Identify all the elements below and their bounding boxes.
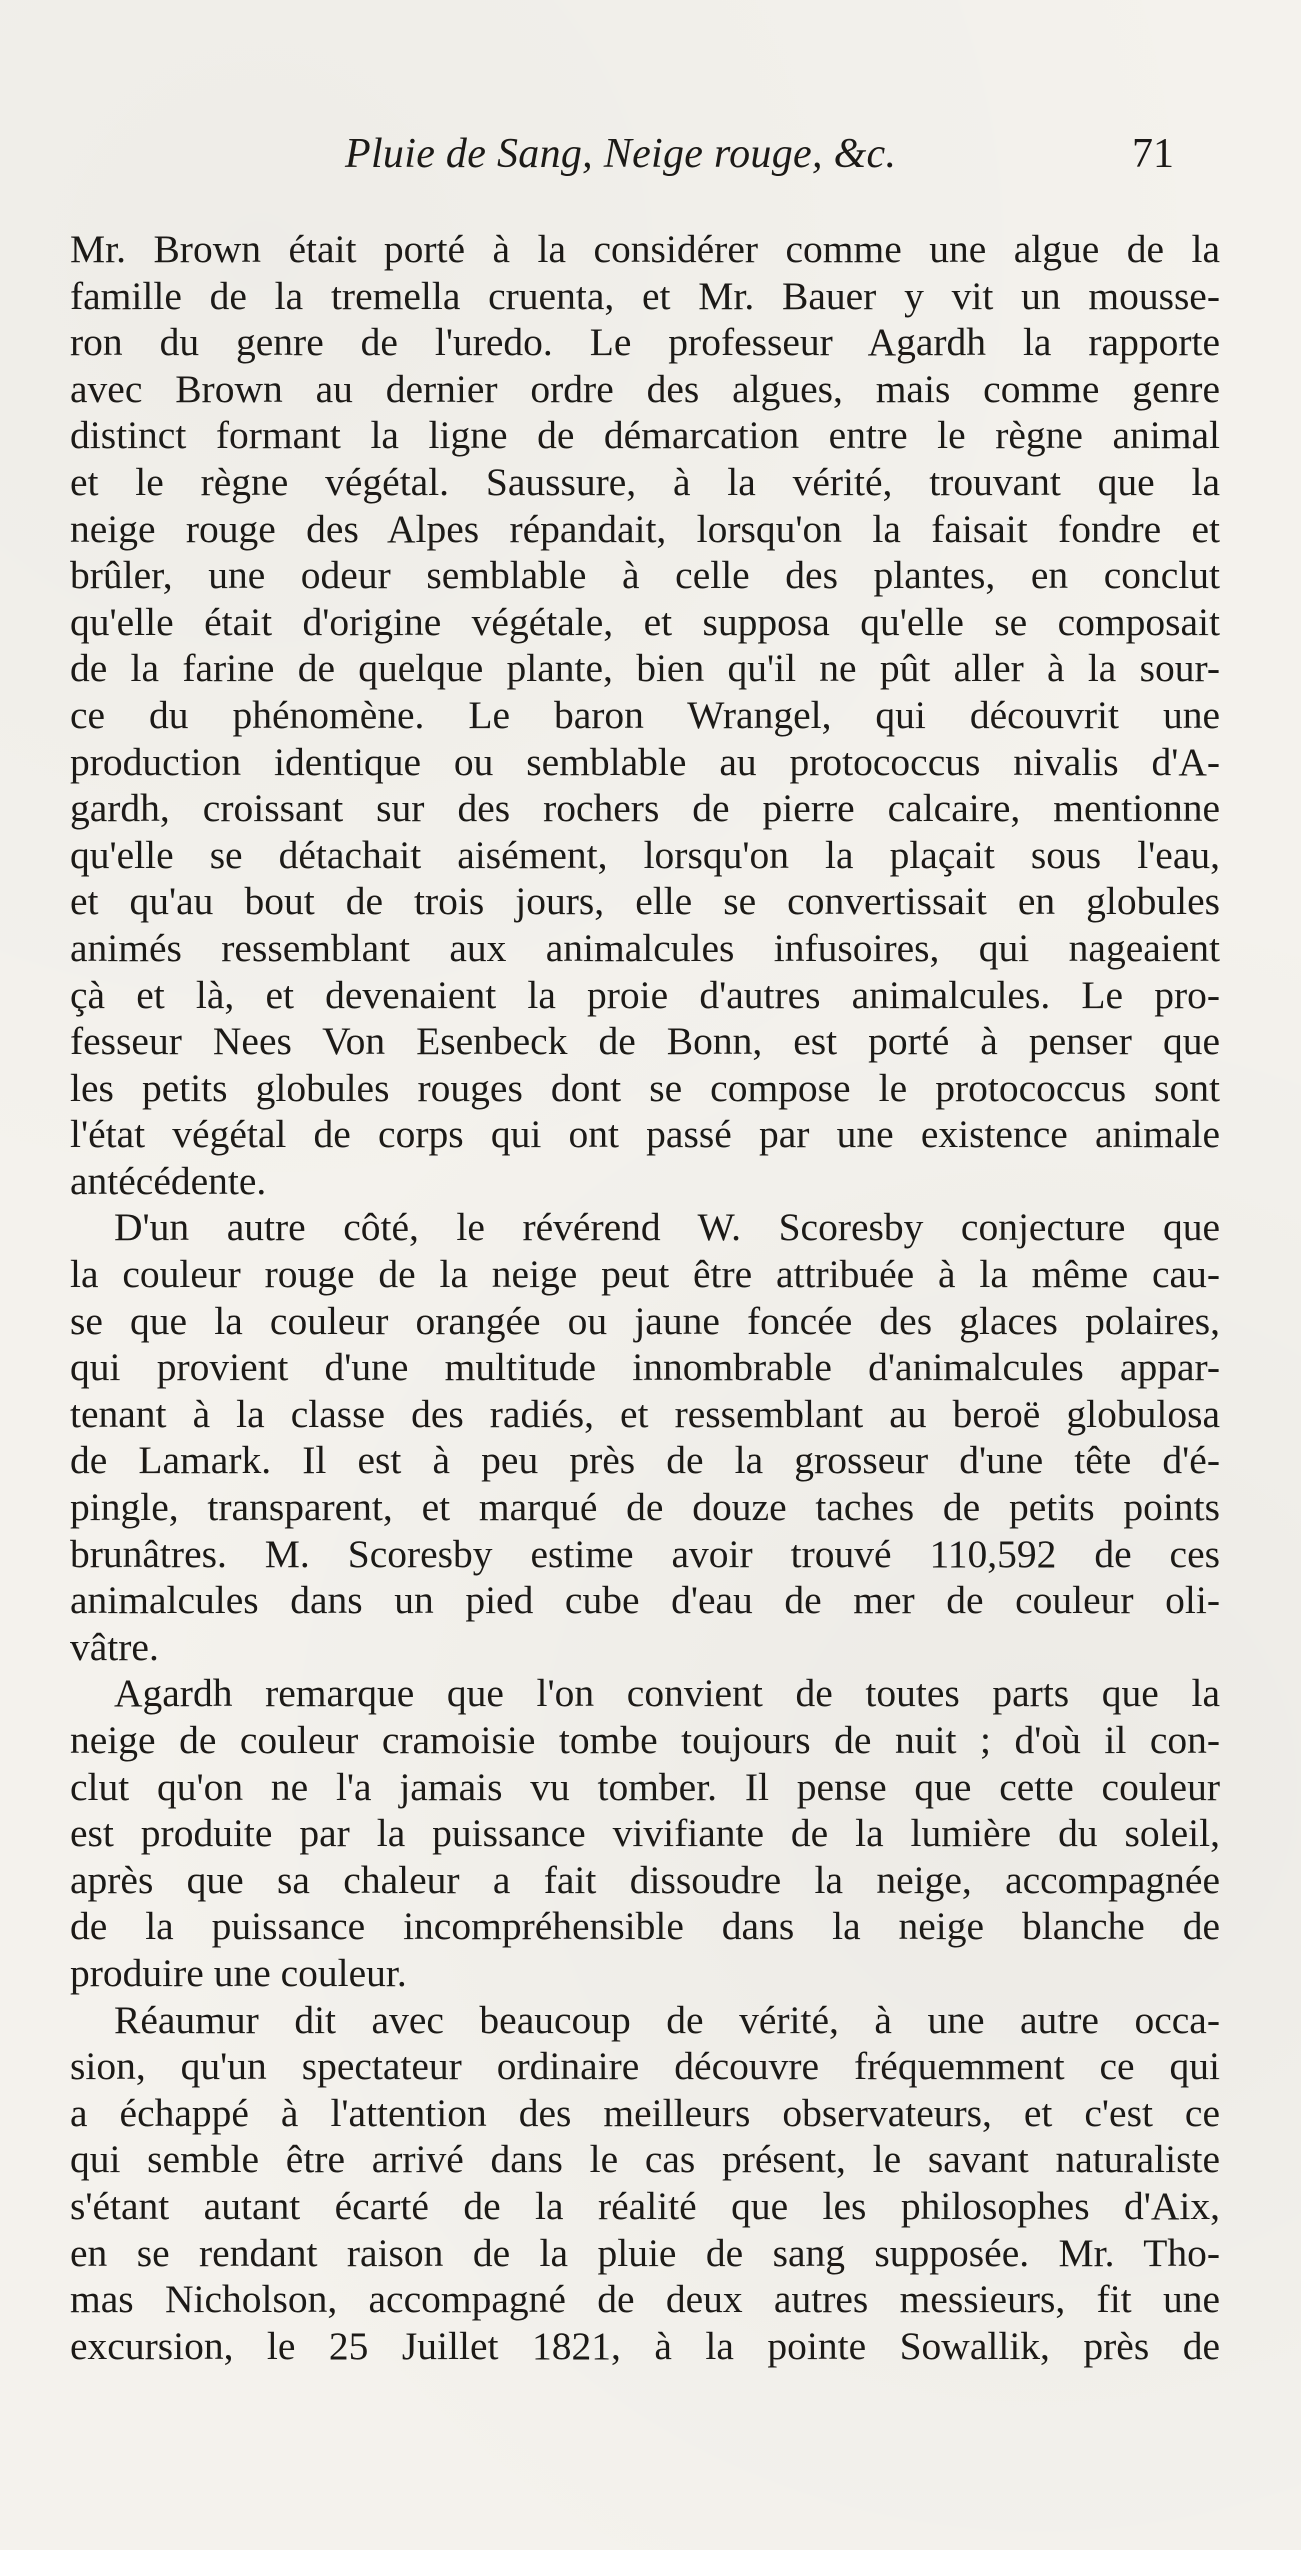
text-line: la couleur rouge de la neige peut être attribuée à la même cau- (70, 1252, 1220, 1297)
text-line: de Lamark. Il est à peu près de la grosseur d'une tête d'é- (70, 1438, 1220, 1483)
text-line: et le règne végétal. Saussure, à la vérité, trouvant que la (70, 459, 1220, 504)
text-line: de la puissance incompréhensible dans la neige blanche de (70, 1904, 1220, 1949)
text-line: et qu'au bout de trois jours, elle se convertissait en globules (70, 879, 1220, 924)
paragraph (70, 1670, 1220, 1996)
page-header (0, 130, 1301, 190)
text-line: qu'elle se détachait aisément, lorsqu'on la plaçait sous l'eau, (70, 832, 1220, 877)
paragraph (70, 226, 1220, 1204)
text-line: Réaumur dit avec beaucoup de vérité, à une autre occa- (114, 1997, 1220, 2042)
text-line: est produite par la puissance vivifiante de la lumière du soleil, (70, 1811, 1220, 1856)
text-line: Mr. Brown était porté à la considérer comme une algue de la (70, 227, 1220, 271)
paragraph (70, 1997, 1220, 2370)
text-line: clut qu'on ne l'a jamais vu tomber. Il pense que cette couleur (70, 1764, 1220, 1809)
text-line: brûler, une odeur semblable à celle des plantes, en conclut (70, 553, 1220, 598)
text-line: qu'elle était d'origine végétale, et supposa qu'elle se composait (70, 599, 1220, 644)
text-line: brunâtres. M. Scoresby estime avoir trouvé 110,592 de ces (70, 1531, 1220, 1576)
paragraph (70, 1204, 1220, 1670)
text-line: çà et là, et devenaient la proie d'autres animalcules. Le pro- (70, 972, 1220, 1017)
text-line: qui semble être arrivé dans le cas présent, le savant naturaliste (70, 2137, 1220, 2182)
text-line: en se rendant raison de la pluie de sang supposée. Mr. Tho- (70, 2230, 1220, 2275)
body-text (70, 226, 1220, 2369)
page-number: 71 (1132, 131, 1174, 177)
text-line: avec Brown au dernier ordre des algues, mais comme genre (70, 366, 1220, 411)
text-line: distinct formant la ligne de démarcation entre le règne animal (70, 413, 1220, 458)
text-line: Agardh remarque que l'on convient de toutes parts que la (114, 1671, 1220, 1716)
text-line: mas Nicholson, accompagné de deux autres messieurs, fit une (70, 2277, 1220, 2322)
text-line: pingle, transparent, et marqué de douze taches de petits points (70, 1485, 1220, 1530)
text-line: les petits globules rouges dont se compose le protococcus sont (70, 1065, 1220, 1110)
running-title: Pluie de Sang, Neige rouge, &c. (345, 131, 897, 177)
text-line: après que sa chaleur a fait dissoudre la neige, accompagnée (70, 1857, 1220, 1902)
text-line: ron du genre de l'uredo. Le professeur Agardh la rapporte (70, 320, 1220, 365)
text-line: tenant à la classe des radiés, et ressemblant au beroë globulosa (70, 1391, 1220, 1436)
text-line: produire une couleur. (70, 1950, 407, 1995)
text-line: qui provient d'une multitude innombrable d'animalcules appar- (70, 1345, 1220, 1390)
text-line: antécédente. (70, 1158, 267, 1203)
text-line: neige de couleur cramoisie tombe toujours de nuit ; d'où il con- (70, 1718, 1220, 1762)
text-line: ce du phénomène. Le baron Wrangel, qui découvrit une (70, 692, 1220, 737)
text-line: D'un autre côté, le révérend W. Scoresby conjecture que (114, 1205, 1220, 1250)
text-line: animés ressemblant aux animalcules infusoires, qui nageaient (70, 925, 1220, 970)
text-line: production identique ou semblable au protococcus nivalis d'A- (70, 739, 1220, 784)
text-line: gardh, croissant sur des rochers de pierre calcaire, mentionne (70, 786, 1220, 831)
text-line: a échappé à l'attention des meilleurs observateurs, et c'est ce (70, 2090, 1220, 2135)
text-line: vâtre. (70, 1624, 159, 1669)
text-line: s'étant autant écarté de la réalité que les philosophes d'Aix, (70, 2183, 1220, 2228)
text-line: neige rouge des Alpes répandait, lorsqu'on la faisait fondre et (70, 506, 1220, 551)
text-line: excursion, le 25 Juillet 1821, à la pointe Sowallik, près de (70, 2323, 1220, 2368)
text-line: fesseur Nees Von Esenbeck de Bonn, est porté à penser que (70, 1019, 1220, 1064)
text-line: famille de la tremella cruenta, et Mr. Bauer y vit un mousse- (70, 273, 1220, 318)
text-line: se que la couleur orangée ou jaune foncée des glaces polaires, (70, 1298, 1220, 1343)
text-line: sion, qu'un spectateur ordinaire découvre fréquemment ce qui (70, 2044, 1220, 2089)
text-line: animalcules dans un pied cube d'eau de mer de couleur oli- (70, 1578, 1220, 1623)
text-line: de la farine de quelque plante, bien qu'il ne pût aller à la sour- (70, 646, 1220, 691)
text-line: l'état végétal de corps qui ont passé par une existence animale (70, 1112, 1220, 1157)
